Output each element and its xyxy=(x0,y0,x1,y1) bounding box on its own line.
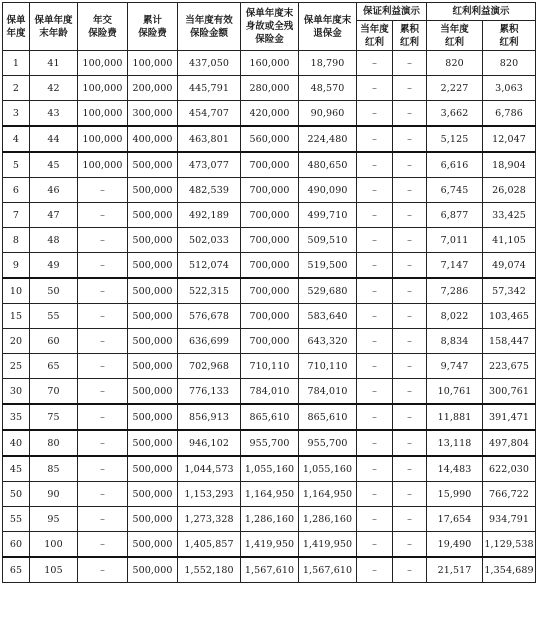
cell-cash-value: 1,567,610 xyxy=(299,557,357,583)
table-row xyxy=(3,354,536,379)
cell-death-benefit: 710,110 xyxy=(241,354,299,379)
cell-death-benefit: 700,000 xyxy=(241,228,299,253)
cell-policy-year: 45 xyxy=(3,456,30,482)
cell-cumulative-premium: 500,000 xyxy=(128,253,178,279)
cell-annual-premium: – xyxy=(78,329,128,354)
cell-dividend-cumulative: 391,471 xyxy=(483,404,536,430)
cell-guaranteed-current: – xyxy=(357,51,393,76)
cell-guaranteed-cumulative: – xyxy=(393,203,427,228)
header-dividend-cumulative: 累积 红利 xyxy=(483,21,536,51)
cell-guaranteed-cumulative: – xyxy=(393,354,427,379)
header-guaranteed-cumulative: 累积 红利 xyxy=(393,21,427,51)
cell-dividend-cumulative: 57,342 xyxy=(483,278,536,304)
header-guaranteed-current: 当年度 红利 xyxy=(357,21,393,51)
cell-guaranteed-cumulative: – xyxy=(393,278,427,304)
cell-cash-value: 529,680 xyxy=(299,278,357,304)
cell-death-benefit: 560,000 xyxy=(241,126,299,152)
cell-cash-value: 48,570 xyxy=(299,76,357,101)
cell-policy-year: 5 xyxy=(3,152,30,178)
cell-guaranteed-cumulative: – xyxy=(393,101,427,127)
header-policy-year: 保单 年度 xyxy=(3,3,30,51)
cell-guaranteed-cumulative: – xyxy=(393,404,427,430)
cell-guaranteed-current: – xyxy=(357,482,393,507)
cell-guaranteed-cumulative: – xyxy=(393,178,427,203)
cell-dividend-cumulative: 1,129,538 xyxy=(483,532,536,558)
cell-guaranteed-cumulative: – xyxy=(393,557,427,583)
cell-guaranteed-cumulative: – xyxy=(393,253,427,279)
table-row xyxy=(3,228,536,253)
cell-cash-value: 583,640 xyxy=(299,304,357,329)
cell-dividend-cumulative: 33,425 xyxy=(483,203,536,228)
cell-guaranteed-current: – xyxy=(357,532,393,558)
cell-age: 45 xyxy=(30,152,78,178)
header-cumulative-premium: 累计 保险费 xyxy=(128,3,178,51)
cell-dividend-current: 21,517 xyxy=(427,557,483,583)
cell-death-benefit: 1,055,160 xyxy=(241,456,299,482)
cell-cumulative-premium: 500,000 xyxy=(128,379,178,405)
cell-policy-year: 8 xyxy=(3,228,30,253)
table-row xyxy=(3,532,536,558)
cell-cash-value: 509,510 xyxy=(299,228,357,253)
cell-cumulative-premium: 200,000 xyxy=(128,76,178,101)
cell-dividend-current: 7,011 xyxy=(427,228,483,253)
cell-dividend-cumulative: 1,354,689 xyxy=(483,557,536,583)
cell-policy-year: 30 xyxy=(3,379,30,405)
cell-cash-value: 224,480 xyxy=(299,126,357,152)
cell-death-benefit: 700,000 xyxy=(241,178,299,203)
cell-cash-value: 499,710 xyxy=(299,203,357,228)
cell-age: 46 xyxy=(30,178,78,203)
cell-policy-year: 35 xyxy=(3,404,30,430)
cell-cumulative-premium: 500,000 xyxy=(128,203,178,228)
cell-cash-value: 1,055,160 xyxy=(299,456,357,482)
cell-cumulative-premium: 300,000 xyxy=(128,101,178,127)
cell-sum-assured: 1,044,573 xyxy=(178,456,241,482)
cell-guaranteed-current: – xyxy=(357,304,393,329)
cell-guaranteed-current: – xyxy=(357,101,393,127)
cell-cash-value: 784,010 xyxy=(299,379,357,405)
cell-cumulative-premium: 500,000 xyxy=(128,304,178,329)
table-row xyxy=(3,126,536,152)
cell-dividend-cumulative: 158,447 xyxy=(483,329,536,354)
table-row xyxy=(3,178,536,203)
cell-policy-year: 40 xyxy=(3,430,30,456)
cell-annual-premium: – xyxy=(78,482,128,507)
cell-guaranteed-cumulative: – xyxy=(393,51,427,76)
cell-guaranteed-cumulative: – xyxy=(393,532,427,558)
cell-death-benefit: 865,610 xyxy=(241,404,299,430)
cell-policy-year: 25 xyxy=(3,354,30,379)
cell-cash-value: 643,320 xyxy=(299,329,357,354)
cell-age: 90 xyxy=(30,482,78,507)
cell-sum-assured: 1,552,180 xyxy=(178,557,241,583)
cell-dividend-cumulative: 820 xyxy=(483,51,536,76)
cell-dividend-current: 15,990 xyxy=(427,482,483,507)
cell-age: 55 xyxy=(30,304,78,329)
cell-death-benefit: 1,286,160 xyxy=(241,507,299,532)
table-row xyxy=(3,278,536,304)
cell-sum-assured: 445,791 xyxy=(178,76,241,101)
cell-dividend-cumulative: 6,786 xyxy=(483,101,536,127)
cell-guaranteed-current: – xyxy=(357,456,393,482)
cell-guaranteed-current: – xyxy=(357,329,393,354)
cell-guaranteed-cumulative: – xyxy=(393,304,427,329)
cell-guaranteed-cumulative: – xyxy=(393,456,427,482)
cell-death-benefit: 160,000 xyxy=(241,51,299,76)
cell-death-benefit: 280,000 xyxy=(241,76,299,101)
cell-dividend-current: 17,654 xyxy=(427,507,483,532)
cell-cash-value: 1,164,950 xyxy=(299,482,357,507)
cell-cumulative-premium: 500,000 xyxy=(128,482,178,507)
cell-cumulative-premium: 500,000 xyxy=(128,507,178,532)
cell-sum-assured: 502,033 xyxy=(178,228,241,253)
cell-sum-assured: 636,699 xyxy=(178,329,241,354)
cell-age: 100 xyxy=(30,532,78,558)
cell-cumulative-premium: 500,000 xyxy=(128,404,178,430)
cell-dividend-current: 6,745 xyxy=(427,178,483,203)
cell-guaranteed-current: – xyxy=(357,76,393,101)
header-cash-value: 保单年度末 退保金 xyxy=(299,3,357,51)
cell-annual-premium: – xyxy=(78,203,128,228)
cell-sum-assured: 522,315 xyxy=(178,278,241,304)
cell-sum-assured: 437,050 xyxy=(178,51,241,76)
cell-annual-premium: – xyxy=(78,557,128,583)
cell-age: 95 xyxy=(30,507,78,532)
cell-dividend-current: 2,227 xyxy=(427,76,483,101)
cell-cumulative-premium: 500,000 xyxy=(128,152,178,178)
cell-dividend-current: 14,483 xyxy=(427,456,483,482)
cell-guaranteed-cumulative: – xyxy=(393,76,427,101)
cell-dividend-cumulative: 49,074 xyxy=(483,253,536,279)
cell-dividend-cumulative: 26,028 xyxy=(483,178,536,203)
header-dividend-current: 当年度 红利 xyxy=(427,21,483,51)
cell-annual-premium: 100,000 xyxy=(78,126,128,152)
cell-guaranteed-current: – xyxy=(357,379,393,405)
cell-death-benefit: 1,419,950 xyxy=(241,532,299,558)
table-row xyxy=(3,101,536,127)
cell-age: 65 xyxy=(30,354,78,379)
cell-dividend-cumulative: 497,804 xyxy=(483,430,536,456)
cell-age: 60 xyxy=(30,329,78,354)
cell-guaranteed-current: – xyxy=(357,178,393,203)
cell-guaranteed-current: – xyxy=(357,278,393,304)
cell-age: 80 xyxy=(30,430,78,456)
cell-guaranteed-current: – xyxy=(357,404,393,430)
cell-cash-value: 90,960 xyxy=(299,101,357,127)
cell-cash-value: 519,500 xyxy=(299,253,357,279)
cell-cumulative-premium: 500,000 xyxy=(128,329,178,354)
cell-cash-value: 1,419,950 xyxy=(299,532,357,558)
cell-annual-premium: – xyxy=(78,404,128,430)
cell-dividend-cumulative: 3,063 xyxy=(483,76,536,101)
cell-annual-premium: – xyxy=(78,178,128,203)
cell-policy-year: 50 xyxy=(3,482,30,507)
cell-cumulative-premium: 500,000 xyxy=(128,456,178,482)
cell-sum-assured: 946,102 xyxy=(178,430,241,456)
cell-age: 42 xyxy=(30,76,78,101)
table-row xyxy=(3,430,536,456)
cell-age: 70 xyxy=(30,379,78,405)
table-row xyxy=(3,304,536,329)
table-header xyxy=(3,3,536,51)
cell-annual-premium: – xyxy=(78,507,128,532)
cell-cash-value: 480,650 xyxy=(299,152,357,178)
cell-dividend-current: 6,877 xyxy=(427,203,483,228)
cell-dividend-cumulative: 18,904 xyxy=(483,152,536,178)
cell-policy-year: 20 xyxy=(3,329,30,354)
cell-dividend-current: 10,761 xyxy=(427,379,483,405)
cell-sum-assured: 576,678 xyxy=(178,304,241,329)
cell-dividend-cumulative: 12,047 xyxy=(483,126,536,152)
cell-guaranteed-cumulative: – xyxy=(393,507,427,532)
cell-sum-assured: 776,133 xyxy=(178,379,241,405)
header-sum-assured: 当年度有效 保险金额 xyxy=(178,3,241,51)
cell-cash-value: 865,610 xyxy=(299,404,357,430)
cell-policy-year: 65 xyxy=(3,557,30,583)
cell-dividend-current: 8,022 xyxy=(427,304,483,329)
cell-policy-year: 9 xyxy=(3,253,30,279)
cell-policy-year: 3 xyxy=(3,101,30,127)
cell-guaranteed-current: – xyxy=(357,253,393,279)
cell-sum-assured: 463,801 xyxy=(178,126,241,152)
cell-sum-assured: 702,968 xyxy=(178,354,241,379)
cell-guaranteed-current: – xyxy=(357,152,393,178)
cell-death-benefit: 700,000 xyxy=(241,329,299,354)
cell-dividend-current: 19,490 xyxy=(427,532,483,558)
cell-policy-year: 1 xyxy=(3,51,30,76)
cell-cash-value: 710,110 xyxy=(299,354,357,379)
cell-guaranteed-current: – xyxy=(357,557,393,583)
cell-death-benefit: 700,000 xyxy=(241,278,299,304)
cell-policy-year: 7 xyxy=(3,203,30,228)
cell-policy-year: 4 xyxy=(3,126,30,152)
cell-dividend-current: 3,662 xyxy=(427,101,483,127)
cell-sum-assured: 1,153,293 xyxy=(178,482,241,507)
cell-cash-value: 1,286,160 xyxy=(299,507,357,532)
cell-sum-assured: 454,707 xyxy=(178,101,241,127)
cell-annual-premium: – xyxy=(78,379,128,405)
cell-cumulative-premium: 400,000 xyxy=(128,126,178,152)
cell-sum-assured: 492,189 xyxy=(178,203,241,228)
cell-dividend-cumulative: 622,030 xyxy=(483,456,536,482)
cell-annual-premium: – xyxy=(78,253,128,279)
cell-cash-value: 490,090 xyxy=(299,178,357,203)
cell-sum-assured: 482,539 xyxy=(178,178,241,203)
cell-annual-premium: 100,000 xyxy=(78,152,128,178)
cell-annual-premium: – xyxy=(78,228,128,253)
cell-cumulative-premium: 500,000 xyxy=(128,557,178,583)
cell-age: 50 xyxy=(30,278,78,304)
cell-dividend-current: 11,881 xyxy=(427,404,483,430)
cell-annual-premium: – xyxy=(78,278,128,304)
cell-age: 43 xyxy=(30,101,78,127)
cell-annual-premium: 100,000 xyxy=(78,101,128,127)
cell-policy-year: 55 xyxy=(3,507,30,532)
table-row xyxy=(3,507,536,532)
cell-guaranteed-cumulative: – xyxy=(393,126,427,152)
cell-cash-value: 18,790 xyxy=(299,51,357,76)
cell-age: 41 xyxy=(30,51,78,76)
cell-death-benefit: 700,000 xyxy=(241,152,299,178)
cell-death-benefit: 700,000 xyxy=(241,203,299,228)
cell-dividend-cumulative: 300,761 xyxy=(483,379,536,405)
table-row xyxy=(3,51,536,76)
cell-guaranteed-cumulative: – xyxy=(393,329,427,354)
table-body xyxy=(3,51,536,583)
cell-sum-assured: 1,405,857 xyxy=(178,532,241,558)
cell-death-benefit: 700,000 xyxy=(241,253,299,279)
cell-dividend-cumulative: 223,675 xyxy=(483,354,536,379)
table-row xyxy=(3,557,536,583)
cell-death-benefit: 1,567,610 xyxy=(241,557,299,583)
cell-dividend-current: 5,125 xyxy=(427,126,483,152)
header-guaranteed-group: 保证利益演示 xyxy=(357,3,427,21)
cell-guaranteed-cumulative: – xyxy=(393,482,427,507)
cell-cash-value: 955,700 xyxy=(299,430,357,456)
cell-age: 105 xyxy=(30,557,78,583)
cell-sum-assured: 512,074 xyxy=(178,253,241,279)
benefit-illustration-document xyxy=(2,2,535,583)
cell-cumulative-premium: 500,000 xyxy=(128,532,178,558)
cell-sum-assured: 856,913 xyxy=(178,404,241,430)
cell-cumulative-premium: 500,000 xyxy=(128,228,178,253)
cell-guaranteed-current: – xyxy=(357,228,393,253)
cell-dividend-current: 820 xyxy=(427,51,483,76)
cell-age: 48 xyxy=(30,228,78,253)
cell-annual-premium: – xyxy=(78,532,128,558)
cell-policy-year: 2 xyxy=(3,76,30,101)
cell-death-benefit: 955,700 xyxy=(241,430,299,456)
cell-age: 49 xyxy=(30,253,78,279)
cell-guaranteed-current: – xyxy=(357,430,393,456)
table-row xyxy=(3,379,536,405)
cell-sum-assured: 1,273,328 xyxy=(178,507,241,532)
header-annual-premium: 年交 保险费 xyxy=(78,3,128,51)
table-row xyxy=(3,76,536,101)
table-row xyxy=(3,152,536,178)
cell-policy-year: 10 xyxy=(3,278,30,304)
header-age: 保单年度 末年龄 xyxy=(30,3,78,51)
cell-annual-premium: – xyxy=(78,430,128,456)
cell-cumulative-premium: 500,000 xyxy=(128,178,178,203)
cell-death-benefit: 1,164,950 xyxy=(241,482,299,507)
cell-guaranteed-current: – xyxy=(357,203,393,228)
cell-death-benefit: 700,000 xyxy=(241,304,299,329)
cell-age: 47 xyxy=(30,203,78,228)
cell-dividend-current: 6,616 xyxy=(427,152,483,178)
cell-guaranteed-cumulative: – xyxy=(393,152,427,178)
header-dividend-group: 红利利益演示 xyxy=(427,3,536,21)
table-row xyxy=(3,253,536,279)
cell-dividend-current: 9,747 xyxy=(427,354,483,379)
cell-policy-year: 15 xyxy=(3,304,30,329)
cell-dividend-current: 8,834 xyxy=(427,329,483,354)
cell-guaranteed-cumulative: – xyxy=(393,228,427,253)
table-row xyxy=(3,203,536,228)
cell-guaranteed-current: – xyxy=(357,507,393,532)
cell-guaranteed-cumulative: – xyxy=(393,430,427,456)
table-row xyxy=(3,404,536,430)
cell-cumulative-premium: 500,000 xyxy=(128,430,178,456)
cell-dividend-current: 7,147 xyxy=(427,253,483,279)
table-row xyxy=(3,456,536,482)
cell-guaranteed-current: – xyxy=(357,354,393,379)
header-death-benefit: 保单年度末 身故或全残 保险金 xyxy=(241,3,299,51)
cell-policy-year: 6 xyxy=(3,178,30,203)
cell-age: 75 xyxy=(30,404,78,430)
cell-cumulative-premium: 500,000 xyxy=(128,354,178,379)
table-row xyxy=(3,329,536,354)
cell-guaranteed-cumulative: – xyxy=(393,379,427,405)
cell-annual-premium: – xyxy=(78,354,128,379)
cell-age: 44 xyxy=(30,126,78,152)
cell-dividend-cumulative: 41,105 xyxy=(483,228,536,253)
cell-dividend-cumulative: 766,722 xyxy=(483,482,536,507)
cell-dividend-current: 13,118 xyxy=(427,430,483,456)
cell-annual-premium: 100,000 xyxy=(78,51,128,76)
cell-policy-year: 60 xyxy=(3,532,30,558)
benefit-illustration-table xyxy=(2,2,536,583)
cell-dividend-cumulative: 934,791 xyxy=(483,507,536,532)
cell-sum-assured: 473,077 xyxy=(178,152,241,178)
cell-annual-premium: – xyxy=(78,304,128,329)
cell-dividend-cumulative: 103,465 xyxy=(483,304,536,329)
cell-dividend-current: 7,286 xyxy=(427,278,483,304)
table-row xyxy=(3,482,536,507)
cell-death-benefit: 784,010 xyxy=(241,379,299,405)
cell-age: 85 xyxy=(30,456,78,482)
cell-annual-premium: 100,000 xyxy=(78,76,128,101)
cell-cumulative-premium: 500,000 xyxy=(128,278,178,304)
cell-death-benefit: 420,000 xyxy=(241,101,299,127)
cell-annual-premium: – xyxy=(78,456,128,482)
cell-guaranteed-current: – xyxy=(357,126,393,152)
cell-cumulative-premium: 100,000 xyxy=(128,51,178,76)
